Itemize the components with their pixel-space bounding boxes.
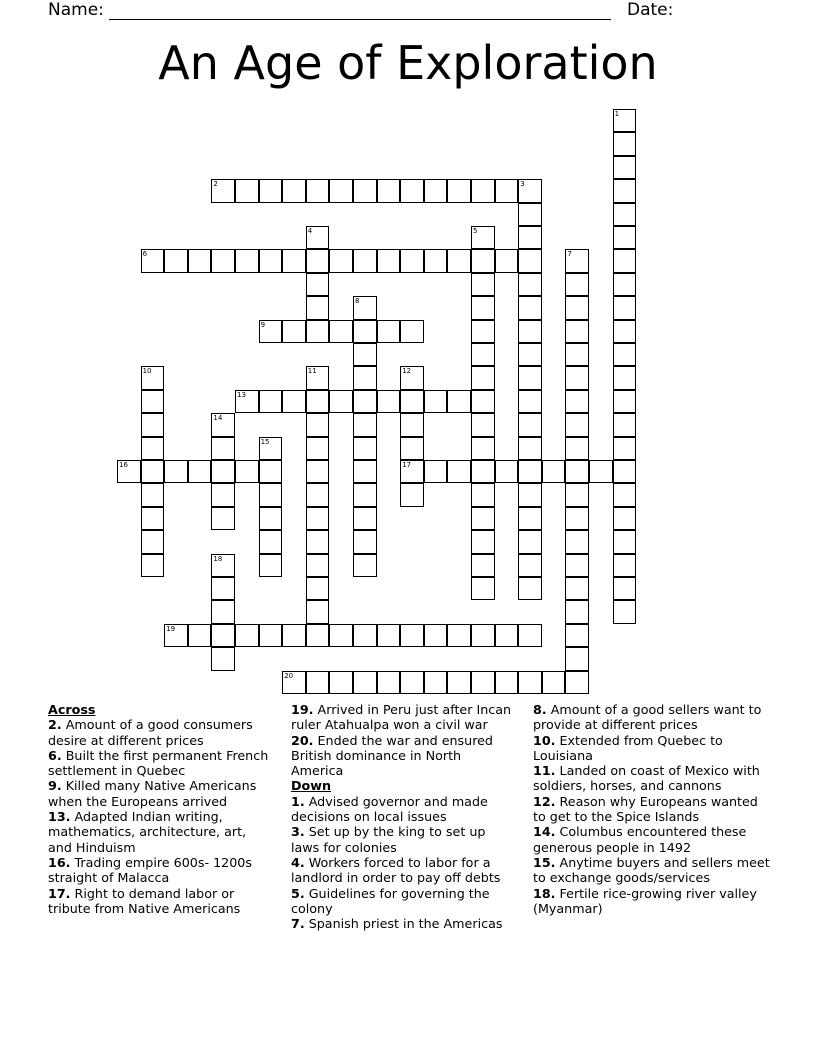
crossword-cell[interactable] — [353, 343, 377, 366]
crossword-cell[interactable] — [495, 624, 519, 647]
crossword-cell[interactable] — [613, 507, 637, 530]
crossword-cell[interactable] — [306, 296, 330, 319]
crossword-cell[interactable] — [565, 296, 589, 319]
crossword-cell[interactable] — [306, 483, 330, 506]
across-clue: 20. Ended the war and ensured British dominance in North America — [291, 732, 493, 779]
down-clue: 15. Anytime buyers and sellers meet to exchange goods/services — [533, 854, 770, 886]
crossword-cell[interactable] — [518, 343, 542, 366]
clue-number: 19 — [166, 624, 176, 633]
crossword-cell[interactable] — [117, 460, 141, 483]
crossword-cell[interactable] — [613, 483, 637, 506]
clue-number: 2 — [213, 180, 218, 189]
crossword-cell[interactable] — [613, 600, 637, 623]
down-clue: 8. Amount of a good sellers want to provide at different prices — [533, 702, 762, 733]
crossword-cell[interactable] — [211, 647, 235, 670]
crossword-cell[interactable] — [141, 530, 165, 553]
crossword-cell[interactable] — [518, 273, 542, 296]
crossword-cell[interactable] — [518, 671, 542, 694]
crossword-cell[interactable] — [424, 390, 448, 413]
crossword-cell[interactable] — [235, 249, 259, 272]
crossword-cell[interactable] — [400, 437, 424, 460]
crossword-cell[interactable] — [141, 413, 165, 436]
crossword-cell[interactable] — [188, 460, 212, 483]
across-clue: 6. Built the first permanent French settlement in Quebec — [48, 747, 269, 779]
crossword-cell[interactable] — [447, 671, 471, 694]
crossword-cell[interactable] — [424, 671, 448, 694]
crossword-cell[interactable] — [613, 366, 637, 389]
crossword-cell[interactable] — [613, 226, 637, 249]
crossword-cell[interactable] — [400, 366, 424, 389]
crossword-cell[interactable] — [306, 600, 330, 623]
crossword-cell[interactable] — [471, 507, 495, 530]
crossword-cell[interactable] — [471, 249, 495, 272]
crossword-cell[interactable] — [518, 530, 542, 553]
crossword-cell[interactable] — [282, 624, 306, 647]
across-clue: 9. Killed many Native Americans when the Europeans arrived — [48, 778, 257, 809]
crossword-cell[interactable] — [565, 577, 589, 600]
crossword-cell[interactable] — [471, 390, 495, 413]
down-clue: 10. Extended from Quebec to Louisiana — [533, 732, 723, 763]
crossword-cell[interactable] — [353, 320, 377, 343]
crossword-cell[interactable] — [306, 320, 330, 343]
crossword-cell[interactable] — [329, 249, 353, 272]
clue-number: 5 — [473, 227, 478, 235]
crossword-cell[interactable] — [329, 320, 353, 343]
crossword-cell[interactable] — [235, 179, 259, 202]
crossword-cell[interactable] — [518, 460, 542, 483]
clue-number: 18 — [213, 554, 223, 563]
date-label: Date: — [627, 0, 674, 20]
crossword-cell[interactable] — [306, 437, 330, 460]
crossword-cell[interactable] — [518, 249, 542, 272]
crossword-cell[interactable] — [400, 390, 424, 413]
crossword-cell[interactable] — [306, 226, 330, 249]
crossword-cell[interactable] — [518, 179, 542, 202]
clue-number: 6 — [142, 250, 148, 259]
crossword-cell[interactable] — [306, 413, 330, 436]
crossword-cell[interactable] — [495, 249, 519, 272]
crossword-cell[interactable] — [565, 507, 589, 530]
crossword-cell[interactable] — [141, 437, 165, 460]
crossword-cell[interactable] — [613, 109, 637, 132]
clue-number: 9 — [260, 320, 266, 329]
crossword-cell[interactable] — [613, 132, 637, 155]
crossword-cell[interactable] — [353, 249, 377, 272]
crossword-cell[interactable] — [400, 671, 424, 694]
crossword-cell[interactable] — [211, 249, 235, 272]
crossword-cell[interactable] — [518, 554, 542, 577]
crossword-cell[interactable] — [518, 624, 542, 647]
crossword-cell[interactable] — [471, 320, 495, 343]
clues-column-3 — [533, 702, 773, 916]
crossword-cell[interactable] — [471, 413, 495, 436]
crossword-cell[interactable] — [211, 483, 235, 506]
crossword-cell[interactable] — [613, 530, 637, 553]
crossword-cell[interactable] — [164, 249, 188, 272]
crossword-cell[interactable] — [495, 179, 519, 202]
down-clue: 1. Advised governor and made decisions on local issues — [291, 793, 488, 825]
crossword-cell[interactable] — [235, 624, 259, 647]
crossword-cell[interactable] — [353, 179, 377, 202]
crossword-cell[interactable] — [377, 249, 401, 272]
crossword-cell[interactable] — [259, 320, 283, 343]
crossword-cell[interactable] — [518, 437, 542, 460]
crossword-cell[interactable] — [353, 530, 377, 553]
clue-number: 14 — [213, 414, 223, 423]
crossword-cell[interactable] — [471, 530, 495, 553]
crossword-cell[interactable] — [306, 624, 330, 647]
crossword-cell[interactable] — [282, 249, 306, 272]
crossword-cell[interactable] — [471, 671, 495, 694]
crossword-cell[interactable] — [518, 390, 542, 413]
crossword-cell[interactable] — [565, 273, 589, 296]
down-clue: 18. Fertile rice-growing river valley (Myanmar) — [533, 885, 757, 916]
crossword-cell[interactable] — [164, 460, 188, 483]
clue-number: 10 — [142, 367, 152, 376]
crossword-cell[interactable] — [353, 671, 377, 694]
crossword-cell[interactable] — [471, 577, 495, 600]
crossword-cell[interactable] — [306, 671, 330, 694]
crossword-cell[interactable] — [518, 296, 542, 319]
crossword-cell[interactable] — [259, 179, 283, 202]
crossword-cell[interactable] — [613, 179, 637, 202]
crossword-cell[interactable] — [471, 343, 495, 366]
crossword-cell[interactable] — [211, 554, 235, 577]
crossword-cell[interactable] — [613, 273, 637, 296]
crossword-cell[interactable] — [518, 320, 542, 343]
crossword-cell[interactable] — [141, 390, 165, 413]
down-clue: 3. Set up by the king to set up laws for colonies — [291, 824, 486, 855]
crossword-cell[interactable] — [565, 460, 589, 483]
crossword-cell[interactable] — [613, 390, 637, 413]
crossword-cell[interactable] — [235, 390, 259, 413]
crossword-cell[interactable] — [306, 366, 330, 389]
clue-number: 12 — [402, 367, 412, 376]
crossword-cell[interactable] — [471, 437, 495, 460]
crossword-cell[interactable] — [565, 554, 589, 577]
crossword-cell[interactable] — [188, 249, 212, 272]
crossword-cell[interactable] — [613, 343, 637, 366]
crossword-cell[interactable] — [353, 460, 377, 483]
across-clue: 16. Trading empire 600s- 1200s straight of Malacca — [48, 854, 252, 886]
crossword-cell[interactable] — [424, 249, 448, 272]
crossword-cell[interactable] — [353, 366, 377, 389]
crossword-cell[interactable] — [565, 249, 589, 272]
crossword-cell[interactable] — [259, 390, 283, 413]
crossword-cell[interactable] — [518, 366, 542, 389]
crossword-cell[interactable] — [353, 296, 377, 319]
crossword-cell[interactable] — [471, 226, 495, 249]
crossword-cell[interactable] — [518, 203, 542, 226]
crossword-cell[interactable] — [447, 460, 471, 483]
down-clue: 12. Reason why Europeans wanted to get to the Spice Islands — [533, 793, 758, 825]
crossword-cell[interactable] — [471, 366, 495, 389]
crossword-cell[interactable] — [471, 624, 495, 647]
crossword-cell[interactable] — [211, 413, 235, 436]
clues-column-2 — [291, 702, 516, 931]
crossword-cell[interactable] — [542, 671, 566, 694]
crossword-cell[interactable] — [282, 320, 306, 343]
clue-number: 20 — [284, 671, 294, 680]
crossword-cell[interactable] — [282, 390, 306, 413]
crossword-cell[interactable] — [613, 577, 637, 600]
crossword-cell[interactable] — [471, 554, 495, 577]
crossword-cell[interactable] — [565, 437, 589, 460]
crossword-cell[interactable] — [565, 366, 589, 389]
crossword-cell[interactable] — [542, 460, 566, 483]
crossword-cell[interactable] — [259, 530, 283, 553]
crossword-cell[interactable] — [518, 483, 542, 506]
crossword-cell[interactable] — [377, 624, 401, 647]
crossword-cell[interactable] — [613, 413, 637, 436]
clue-number: 16 — [119, 461, 128, 469]
crossword-cell[interactable] — [259, 249, 283, 272]
crossword-cell[interactable] — [613, 249, 637, 272]
crossword-cell[interactable] — [259, 460, 283, 483]
crossword-cell[interactable] — [471, 179, 495, 202]
crossword-cell[interactable] — [400, 413, 424, 436]
crossword-cell[interactable] — [306, 530, 330, 553]
crossword-cell[interactable] — [400, 179, 424, 202]
crossword-cell[interactable] — [471, 296, 495, 319]
crossword-cell[interactable] — [259, 554, 283, 577]
crossword-cell[interactable] — [329, 671, 353, 694]
crossword-cell[interactable] — [235, 460, 259, 483]
crossword-cell[interactable] — [565, 671, 589, 694]
crossword-cell[interactable] — [565, 390, 589, 413]
crossword-cell[interactable] — [211, 507, 235, 530]
crossword-cell[interactable] — [188, 624, 212, 647]
crossword-cell[interactable] — [306, 507, 330, 530]
crossword-cell[interactable] — [306, 390, 330, 413]
crossword-cell[interactable] — [141, 460, 165, 483]
crossword-cell[interactable] — [141, 554, 165, 577]
page-title: An Age of Exploration — [158, 36, 658, 90]
crossword-cell[interactable] — [613, 320, 637, 343]
crossword-cell[interactable] — [211, 577, 235, 600]
crossword-cell[interactable] — [613, 156, 637, 179]
down-clue: 4. Workers forced to labor for a landlord in order to pay off debts — [291, 854, 501, 886]
clue-number: 8 — [355, 297, 360, 306]
name-label: Name: — [48, 0, 104, 20]
crossword-cell[interactable] — [353, 483, 377, 506]
crossword-cell[interactable] — [471, 460, 495, 483]
crossword-cell[interactable] — [259, 624, 283, 647]
crossword-cell[interactable] — [400, 460, 424, 483]
crossword-cell[interactable] — [353, 413, 377, 436]
crossword-cell[interactable] — [565, 343, 589, 366]
clue-number: 17 — [402, 461, 412, 469]
crossword-cell[interactable] — [377, 390, 401, 413]
crossword-cell[interactable] — [211, 460, 235, 483]
crossword-cell[interactable] — [306, 249, 330, 272]
clue-number: 7 — [567, 250, 572, 259]
crossword-cell[interactable] — [613, 437, 637, 460]
crossword-cell[interactable] — [141, 483, 165, 506]
crossword-cell[interactable] — [259, 483, 283, 506]
crossword-cell[interactable] — [471, 273, 495, 296]
crossword-cell[interactable] — [518, 413, 542, 436]
crossword-cell[interactable] — [447, 249, 471, 272]
crossword-cell[interactable] — [306, 460, 330, 483]
crossword-cell[interactable] — [329, 390, 353, 413]
crossword-cell[interactable] — [447, 179, 471, 202]
crossword-cell[interactable] — [565, 320, 589, 343]
clue-number: 4 — [307, 227, 313, 235]
crossword-cell[interactable] — [353, 507, 377, 530]
crossword-cell[interactable] — [353, 624, 377, 647]
crossword-cell[interactable] — [565, 413, 589, 436]
crossword-cell[interactable] — [613, 296, 637, 319]
crossword-cell[interactable] — [613, 203, 637, 226]
crossword-cell[interactable] — [400, 320, 424, 343]
crossword-cell[interactable] — [518, 226, 542, 249]
crossword-cell[interactable] — [211, 179, 235, 202]
crossword-cell[interactable] — [377, 320, 401, 343]
crossword-cell[interactable] — [211, 437, 235, 460]
clue-number: 11 — [307, 367, 317, 376]
down-heading: Down — [291, 778, 332, 794]
across-clue: 17. Right to demand labor or tribute from Native Americans — [48, 885, 241, 916]
clues-column-1 — [48, 702, 273, 916]
crossword-cell[interactable] — [211, 624, 235, 647]
crossword-cell[interactable] — [447, 390, 471, 413]
crossword-cell[interactable] — [424, 624, 448, 647]
crossword-cell[interactable] — [400, 483, 424, 506]
crossword-cell[interactable] — [613, 554, 637, 577]
crossword-cell[interactable] — [329, 624, 353, 647]
crossword-cell[interactable] — [565, 530, 589, 553]
crossword-cell[interactable] — [471, 483, 495, 506]
down-clue: 5. Guidelines for governing the colony — [291, 885, 490, 916]
crossword-cell[interactable] — [589, 460, 613, 483]
down-clue: 7. Spanish priest in the Americas — [291, 916, 503, 932]
crossword-cell[interactable] — [400, 624, 424, 647]
crossword-cell[interactable] — [259, 437, 283, 460]
crossword-cell[interactable] — [565, 483, 589, 506]
clue-number: 3 — [520, 180, 525, 189]
down-clue: 11. Landed on coast of Mexico with soldiers, horses, and cannons — [533, 763, 760, 794]
down-clue: 14. Columbus encountered these generous people in 1492 — [533, 824, 747, 855]
across-clue: 13. Adapted Indian writing, mathematics, architecture, art, and Hinduism — [48, 809, 247, 855]
crossword-cell[interactable] — [424, 179, 448, 202]
crossword-cell[interactable] — [565, 624, 589, 647]
crossword-cell[interactable] — [282, 179, 306, 202]
crossword-cell[interactable] — [211, 600, 235, 623]
crossword-cell[interactable] — [306, 179, 330, 202]
crossword-cell[interactable] — [306, 273, 330, 296]
crossword-cell[interactable] — [447, 624, 471, 647]
crossword-cell[interactable] — [565, 647, 589, 670]
crossword-cell[interactable] — [400, 249, 424, 272]
crossword-cell[interactable] — [495, 671, 519, 694]
crossword-cell[interactable] — [282, 671, 306, 694]
crossword-cell[interactable] — [353, 390, 377, 413]
clue-number: 13 — [237, 390, 246, 399]
crossword-cell[interactable] — [377, 179, 401, 202]
across-clue: 19. Arrived in Peru just after Incan ruler Atahualpa won a civil war — [291, 702, 512, 733]
crossword-cell[interactable] — [306, 577, 330, 600]
crossword-cell[interactable] — [164, 624, 188, 647]
clue-number: 15 — [260, 437, 270, 446]
crossword-cell[interactable] — [329, 179, 353, 202]
clue-number: 1 — [614, 110, 620, 118]
crossword-cell[interactable] — [353, 437, 377, 460]
crossword-cell[interactable] — [518, 577, 542, 600]
crossword-cell[interactable] — [613, 460, 637, 483]
crossword-cell[interactable] — [141, 249, 165, 272]
crossword-cell[interactable] — [495, 460, 519, 483]
crossword-cell[interactable] — [306, 554, 330, 577]
crossword-cell[interactable] — [141, 507, 165, 530]
across-clue: 2. Amount of a good consumers desire at different prices — [48, 717, 253, 748]
crossword-cell[interactable] — [424, 460, 448, 483]
crossword-cell[interactable] — [259, 507, 283, 530]
crossword-cell[interactable] — [141, 366, 165, 389]
crossword-cell[interactable] — [377, 671, 401, 694]
crossword-cell[interactable] — [518, 507, 542, 530]
crossword-cell[interactable] — [353, 554, 377, 577]
across-heading: Across — [48, 702, 96, 717]
crossword-cell[interactable] — [565, 600, 589, 623]
